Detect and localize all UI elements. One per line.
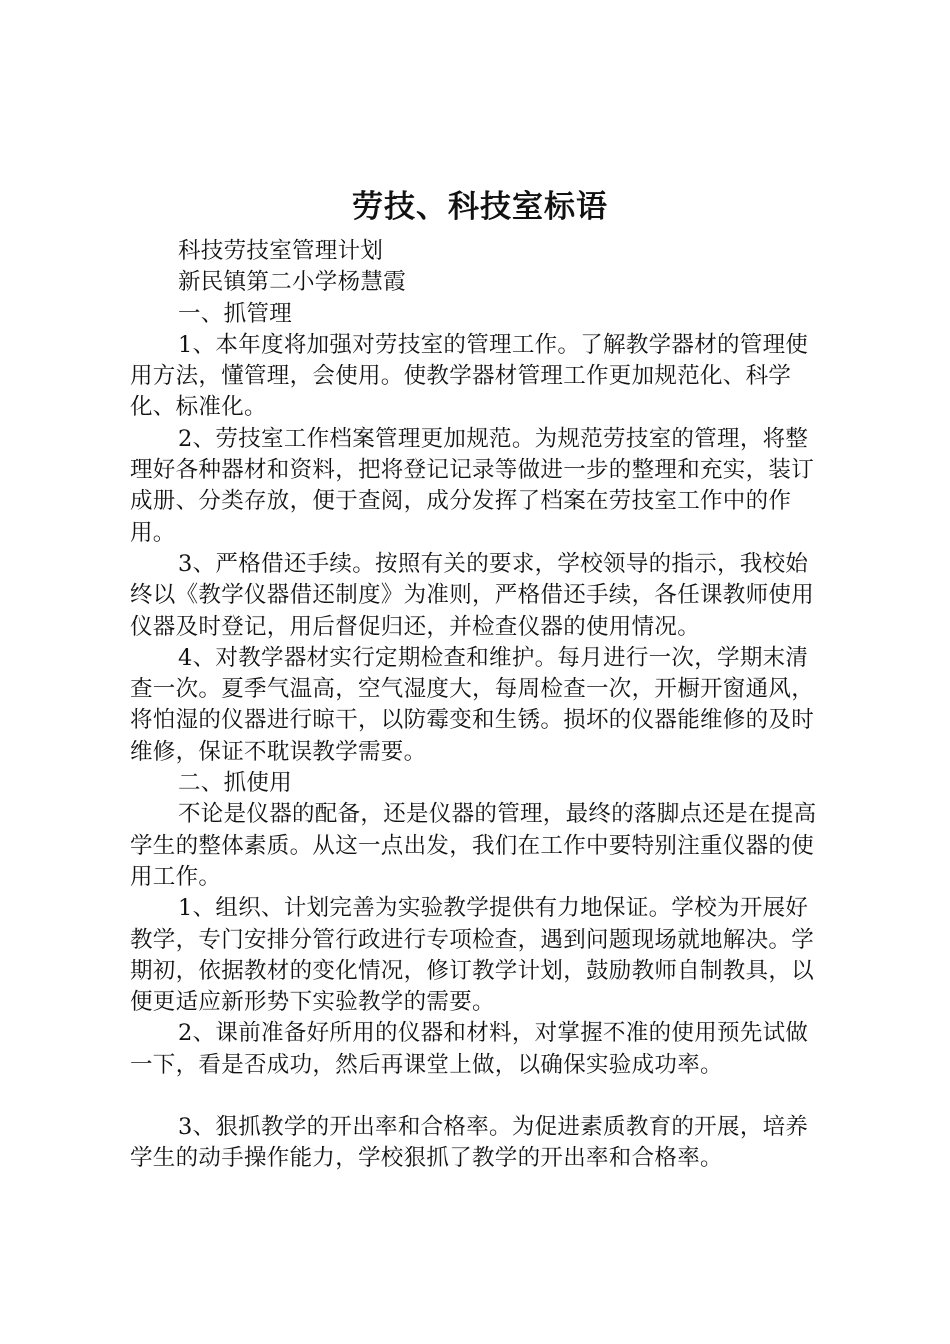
usage-item-2: 2、课前准备好所用的仪器和材料，对掌握不准的使用预先试做一下，看是否成功，然后再课堂上做，以确保实验成功率。 bbox=[130, 1020, 809, 1078]
blank-line bbox=[130, 1081, 830, 1112]
plan-heading: 科技劳技室管理计划 bbox=[178, 238, 384, 264]
document-title: 劳技、科技室标语 bbox=[352, 189, 608, 225]
management-item-2: 2、劳技室工作档案管理更加规范。为规范劳技室的管理，将整理好各种器材和资料，把将登记记录等做进一步的整理和充实，装订成册、分类存放，便于查阅，成分发挥了档案在劳技室工作中的作用。 bbox=[130, 425, 815, 546]
usage-item-1: 1、组织、计划完善为实验教学提供有力地保证。学校为开展好教学，专门安排分管行政进行专项检查，遇到问题现场就地解决。学期初，依据教材的变化情况，修订教学计划，鼓励教师自制教具，以便更适应新形势下实验教学的需要。 bbox=[130, 895, 815, 1016]
section-heading-management: 一、抓管理 bbox=[178, 300, 293, 327]
author-line: 新民镇第二小学杨慧霞 bbox=[178, 269, 407, 296]
management-item-4: 4、对教学器材实行定期检查和维护。每月进行一次，学期末清查一次。夏季气温高，空气湿度大，每周检查一次，开橱开窗通风，将怕湿的仪器进行晾干，以防霉变和生锈。损坏的仪器能维修的及时维修，保证不耽误教学需要。 bbox=[130, 644, 815, 765]
document-page bbox=[130, 182, 830, 1175]
management-item-3: 3、严格借还手续。按照有关的要求，学校领导的指示，我校始终以《教学仪器借还制度》为准则，严格借还手续，各任课教师使用仪器及时登记，用后督促归还，并检查仪器的使用情况。 bbox=[130, 550, 815, 640]
management-item-1: 1、本年度将加强对劳技室的管理工作。了解教学器材的管理使用方法，懂管理，会使用。使教学器材管理工作更加规范化、科学化、标准化。 bbox=[130, 331, 809, 421]
usage-intro: 不论是仪器的配备，还是仪器的管理，最终的落脚点还是在提高学生的整体素质。从这一点出发，我们在工作中要特别注重仪器的使用工作。 bbox=[130, 801, 817, 890]
usage-item-3: 3、狠抓教学的开出率和合格率。为促进素质教育的开展，培养学生的动手操作能力，学校狠抓了教学的开出率和合格率。 bbox=[130, 1114, 809, 1172]
section-heading-usage: 二、抓使用 bbox=[178, 770, 293, 797]
